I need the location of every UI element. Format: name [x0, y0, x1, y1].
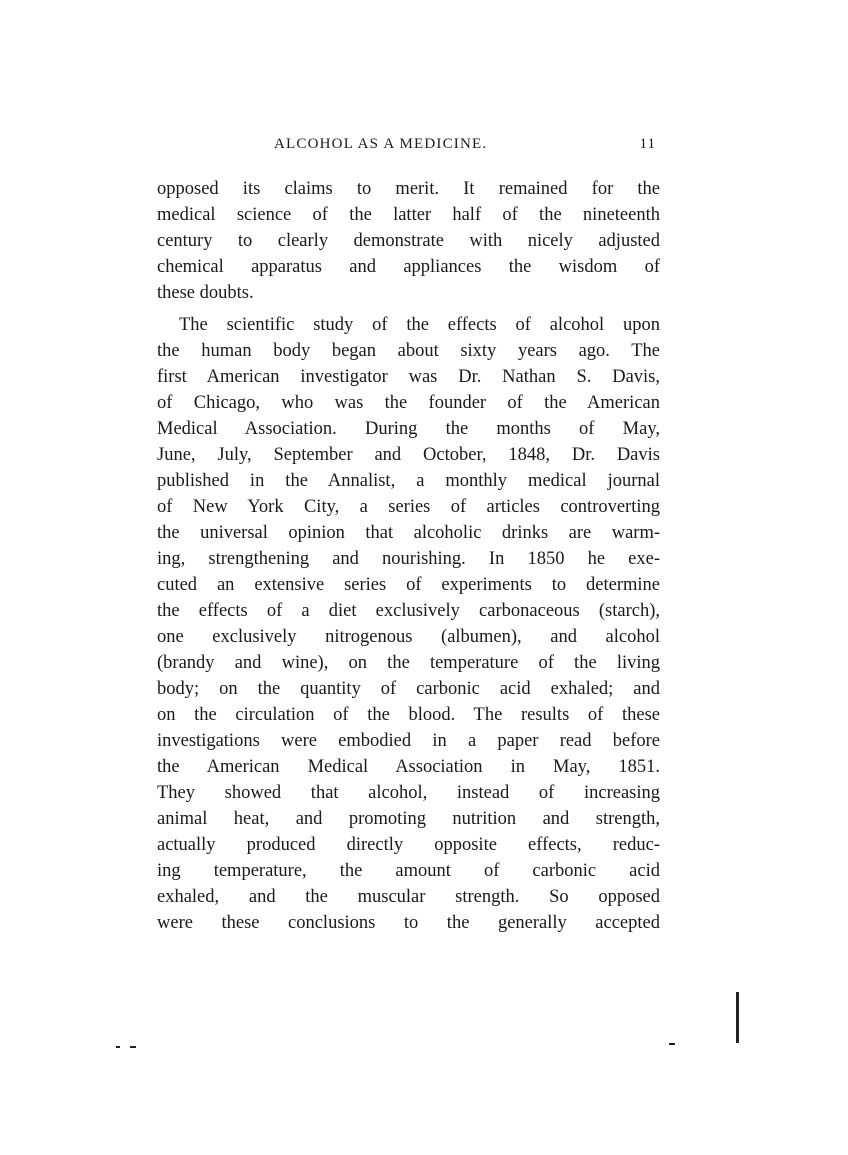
text-line: these doubts. [157, 283, 254, 303]
text-line: on the circulation of the blood. The results of these [157, 705, 660, 725]
text-line: investigations were embodied in a paper read before [157, 731, 660, 751]
paragraph-2 [157, 312, 660, 936]
text-line: one exclusively nitrogenous (albumen), and alcohol [157, 627, 660, 647]
text-line: body; on the quantity of carbonic acid exhaled; and [157, 679, 660, 699]
text-line: the universal opinion that alcoholic drinks are warm- [157, 523, 660, 543]
text-line: medical science of the latter half of the nineteenth [157, 205, 660, 225]
text-line: the effects of a diet exclusively carbonaceous (starch), [157, 601, 660, 621]
text-line: the American Medical Association in May, 1851. [157, 757, 660, 777]
scan-edge-line [736, 992, 739, 1043]
text-line: actually produced directly opposite effects, reduc- [157, 835, 660, 855]
scan-mark [130, 1046, 136, 1048]
text-line: The scientific study of the effects of alcohol upon [179, 315, 660, 335]
text-line: chemical apparatus and appliances the wisdom of [157, 257, 660, 277]
running-head [160, 136, 660, 158]
text-line: animal heat, and promoting nutrition and strength, [157, 809, 660, 829]
text-line: opposed its claims to merit. It remained for the [157, 179, 660, 199]
text-line: of Chicago, who was the founder of the American [157, 393, 660, 413]
text-line: published in the Annalist, a monthly medical journal [157, 471, 660, 491]
text-line: They showed that alcohol, instead of increasing [157, 783, 660, 803]
text-line: Medical Association. During the months of May, [157, 419, 660, 439]
text-line: cuted an extensive series of experiments to determine [157, 575, 660, 595]
scan-mark [669, 1043, 675, 1045]
page-number: 11 [639, 136, 656, 152]
text-line: ing, strengthening and nourishing. In 1850 he exe- [157, 549, 660, 569]
text-line: ing temperature, the amount of carbonic acid [157, 861, 660, 881]
text-line: century to clearly demonstrate with nicely adjusted [157, 231, 660, 251]
text-line: the human body began about sixty years ago. The [157, 341, 660, 361]
text-line: of New York City, a series of articles controverting [157, 497, 660, 517]
text-line: first American investigator was Dr. Nathan S. Davis, [157, 367, 660, 387]
body-text [157, 176, 660, 936]
text-line: exhaled, and the muscular strength. So opposed [157, 887, 660, 907]
scan-mark [116, 1046, 120, 1048]
paragraph-1 [157, 176, 660, 306]
text-line: (brandy and wine), on the temperature of the living [157, 653, 660, 673]
text-line: June, July, September and October, 1848, Dr. Davis [157, 445, 660, 465]
running-title: ALCOHOL AS A MEDICINE. [274, 136, 488, 152]
text-line: were these conclusions to the generally accepted [157, 913, 660, 933]
